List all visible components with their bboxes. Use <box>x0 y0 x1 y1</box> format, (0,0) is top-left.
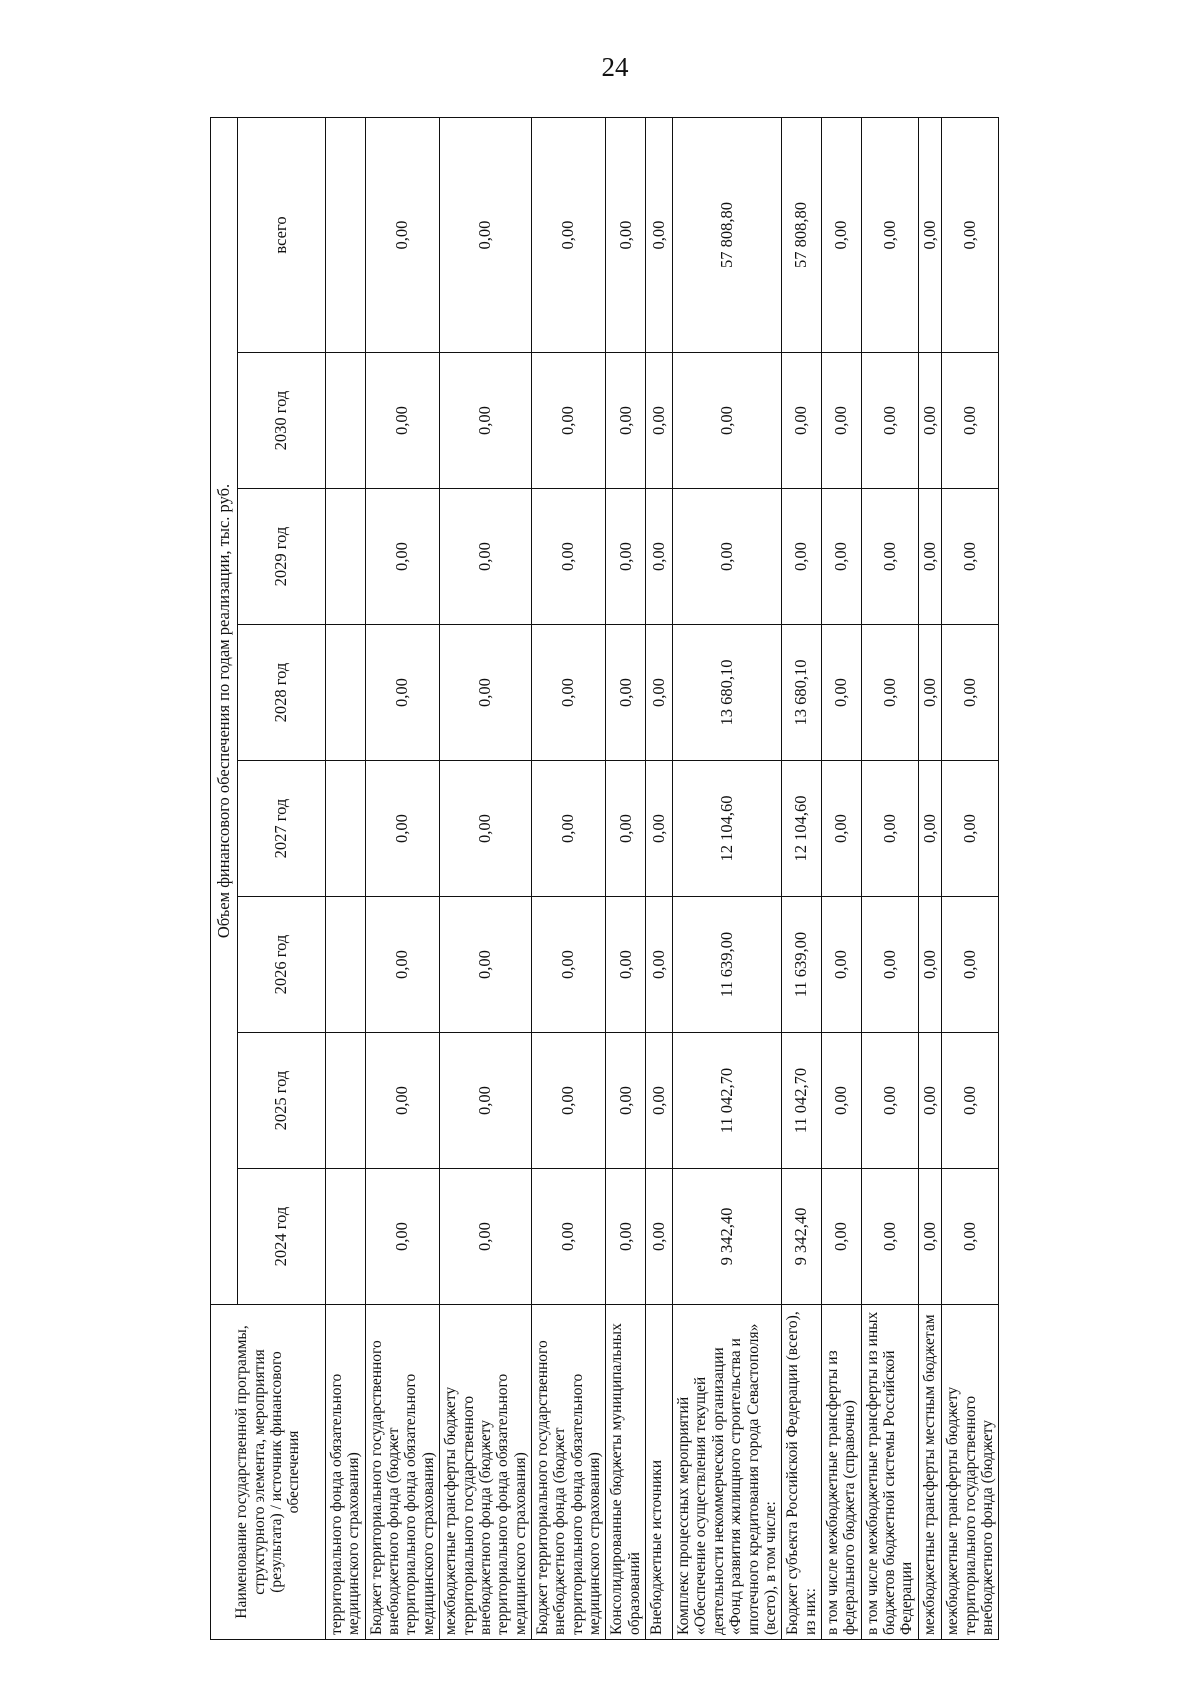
row-value-cell: 0,00 <box>942 625 999 761</box>
row-value-cell: 12 104,60 <box>673 761 782 897</box>
row-value-cell: 0,00 <box>531 761 605 897</box>
row-value-cell: 0,00 <box>531 625 605 761</box>
row-value-cell: 0,00 <box>942 353 999 489</box>
row-value-cell: 13 680,10 <box>782 625 822 761</box>
table-row <box>531 118 605 1640</box>
row-value-cell <box>326 1169 366 1305</box>
header-total: всего <box>238 118 326 353</box>
header-year-2029: 2029 год <box>238 489 326 625</box>
table-row <box>365 118 439 1640</box>
row-value-cell <box>326 489 366 625</box>
row-value-cell: 0,00 <box>821 897 861 1033</box>
row-value-cell: 0,00 <box>606 1169 646 1305</box>
row-source-name: в том числе межбюджетные трансферты из федерального бюджета (справочно) <box>821 1305 861 1640</box>
page-number: 24 <box>601 52 629 82</box>
row-value-cell: 0,00 <box>782 489 822 625</box>
row-value-cell: 13 680,10 <box>673 625 782 761</box>
row-value-cell: 0,00 <box>942 1033 999 1169</box>
financing-table <box>210 117 999 1640</box>
row-value-cell: 11 042,70 <box>673 1033 782 1169</box>
row-value-cell: 0,00 <box>918 118 941 353</box>
row-value-cell: 0,00 <box>918 1033 941 1169</box>
row-value-cell: 0,00 <box>440 489 532 625</box>
table-row <box>821 118 861 1640</box>
row-value-cell: 0,00 <box>365 1033 439 1169</box>
row-value-cell: 0,00 <box>673 353 782 489</box>
row-value-cell: 0,00 <box>440 1169 532 1305</box>
table-row <box>918 118 941 1640</box>
row-value-cell: 0,00 <box>365 118 439 353</box>
row-value-cell: 0,00 <box>440 353 532 489</box>
header-year-2025: 2025 год <box>238 1033 326 1169</box>
header-year-2028: 2028 год <box>238 625 326 761</box>
header-year-2026: 2026 год <box>238 897 326 1033</box>
row-value-cell: 0,00 <box>646 489 673 625</box>
row-value-cell: 0,00 <box>365 353 439 489</box>
row-value-cell <box>326 761 366 897</box>
row-value-cell: 0,00 <box>821 353 861 489</box>
row-value-cell: 0,00 <box>918 897 941 1033</box>
row-value-cell <box>326 353 366 489</box>
row-source-name: Комплекс процессных мероприятий «Обеспечение осуществления текущей деятельности некоммерческой организации «Фонд развития жилищного строительства и ипотечного кредитования города Севастополя» (всего), в том числе: <box>673 1305 782 1640</box>
table-row <box>942 118 999 1640</box>
row-value-cell: 0,00 <box>673 489 782 625</box>
row-value-cell: 0,00 <box>365 897 439 1033</box>
row-value-cell: 0,00 <box>606 489 646 625</box>
row-value-cell: 0,00 <box>365 489 439 625</box>
row-source-name: территориального фонда обязательного медицинского страхования) <box>326 1305 366 1640</box>
row-value-cell: 0,00 <box>606 625 646 761</box>
row-value-cell: 0,00 <box>861 761 918 897</box>
row-value-cell: 57 808,80 <box>673 118 782 353</box>
header-year-2027: 2027 год <box>238 761 326 897</box>
row-value-cell: 0,00 <box>531 1033 605 1169</box>
row-value-cell <box>326 625 366 761</box>
row-value-cell: 0,00 <box>918 1169 941 1305</box>
row-value-cell: 0,00 <box>942 489 999 625</box>
row-value-cell: 0,00 <box>606 897 646 1033</box>
row-value-cell: 0,00 <box>821 489 861 625</box>
row-value-cell: 0,00 <box>440 1033 532 1169</box>
row-value-cell: 9 342,40 <box>782 1169 822 1305</box>
row-source-name: в том числе межбюджетные трансферты из иных бюджетов бюджетной системы Российской Федерации <box>861 1305 918 1640</box>
row-value-cell: 0,00 <box>646 897 673 1033</box>
financing-table-container <box>210 118 996 1640</box>
header-financing-group: Объем финансового обеспечения по годам реализации, тыс. руб. <box>211 118 238 1305</box>
row-value-cell: 0,00 <box>942 897 999 1033</box>
row-value-cell: 0,00 <box>365 1169 439 1305</box>
row-value-cell: 0,00 <box>821 761 861 897</box>
row-value-cell: 0,00 <box>365 761 439 897</box>
row-value-cell: 0,00 <box>606 761 646 897</box>
row-value-cell: 0,00 <box>531 118 605 353</box>
table-row <box>326 118 366 1640</box>
row-value-cell: 11 042,70 <box>782 1033 822 1169</box>
row-source-name: межбюджетные трансферты бюджету территориального государственного внебюджетного фонда (бюджету территориального фонда обязательного медицинского страхования) <box>440 1305 532 1640</box>
row-value-cell: 0,00 <box>646 1033 673 1169</box>
header-name-column: Наименование государственной программы, структурного элемента, мероприятия (результата) / источник финансового обеспечения <box>211 1305 326 1640</box>
row-value-cell: 9 342,40 <box>673 1169 782 1305</box>
table-row <box>606 118 646 1640</box>
row-value-cell: 57 808,80 <box>782 118 822 353</box>
row-value-cell: 0,00 <box>606 353 646 489</box>
row-value-cell <box>326 118 366 353</box>
row-value-cell: 0,00 <box>365 625 439 761</box>
row-source-name: Консолидированные бюджеты муниципальных образований <box>606 1305 646 1640</box>
row-value-cell: 0,00 <box>821 1169 861 1305</box>
row-source-name: Внебюджетные источники <box>646 1305 673 1640</box>
table-body <box>326 118 999 1640</box>
row-value-cell: 0,00 <box>646 1169 673 1305</box>
table-row <box>861 118 918 1640</box>
row-source-name: Бюджет территориального государственного внебюджетного фонда (бюджет территориального фонда обязательного медицинского страхования) <box>365 1305 439 1640</box>
row-value-cell: 0,00 <box>918 353 941 489</box>
row-value-cell: 0,00 <box>861 1033 918 1169</box>
row-value-cell: 0,00 <box>821 118 861 353</box>
row-value-cell: 12 104,60 <box>782 761 822 897</box>
row-value-cell: 0,00 <box>531 1169 605 1305</box>
row-value-cell: 0,00 <box>646 353 673 489</box>
row-value-cell: 0,00 <box>942 1169 999 1305</box>
row-value-cell: 0,00 <box>606 1033 646 1169</box>
row-value-cell: 11 639,00 <box>673 897 782 1033</box>
table-row <box>646 118 673 1640</box>
header-year-2030: 2030 год <box>238 353 326 489</box>
row-value-cell: 0,00 <box>861 897 918 1033</box>
row-value-cell: 0,00 <box>861 118 918 353</box>
row-value-cell <box>326 897 366 1033</box>
row-source-name: Бюджет субъекта Российской Федерации (всего), из них: <box>782 1305 822 1640</box>
row-value-cell: 0,00 <box>646 118 673 353</box>
row-value-cell: 0,00 <box>440 761 532 897</box>
row-value-cell: 0,00 <box>606 118 646 353</box>
row-value-cell: 0,00 <box>918 489 941 625</box>
row-value-cell: 0,00 <box>531 897 605 1033</box>
row-value-cell: 0,00 <box>918 761 941 897</box>
row-value-cell: 0,00 <box>440 625 532 761</box>
row-value-cell: 0,00 <box>531 489 605 625</box>
table-row <box>440 118 532 1640</box>
row-value-cell: 0,00 <box>861 1169 918 1305</box>
header-year-2024: 2024 год <box>238 1169 326 1305</box>
table-row <box>673 118 782 1640</box>
row-value-cell: 0,00 <box>821 625 861 761</box>
row-value-cell: 0,00 <box>782 353 822 489</box>
row-source-name: Бюджет территориального государственного внебюджетного фонда (бюджет территориального фонда обязательного медицинского страхования) <box>531 1305 605 1640</box>
row-value-cell: 0,00 <box>942 761 999 897</box>
row-value-cell: 0,00 <box>531 353 605 489</box>
row-source-name: межбюджетные трансферты местным бюджетам <box>918 1305 941 1640</box>
row-value-cell: 0,00 <box>861 489 918 625</box>
row-value-cell: 11 639,00 <box>782 897 822 1033</box>
row-value-cell: 0,00 <box>861 625 918 761</box>
row-value-cell: 0,00 <box>440 118 532 353</box>
row-value-cell: 0,00 <box>942 118 999 353</box>
row-value-cell: 0,00 <box>821 1033 861 1169</box>
row-value-cell: 0,00 <box>440 897 532 1033</box>
row-value-cell: 0,00 <box>646 761 673 897</box>
row-value-cell <box>326 1033 366 1169</box>
row-value-cell: 0,00 <box>646 625 673 761</box>
row-value-cell: 0,00 <box>861 353 918 489</box>
row-value-cell: 0,00 <box>918 625 941 761</box>
table-row <box>782 118 822 1640</box>
row-source-name: межбюджетные трансферты бюджету территориального государственного внебюджетного фонда (бюджету <box>942 1305 999 1640</box>
